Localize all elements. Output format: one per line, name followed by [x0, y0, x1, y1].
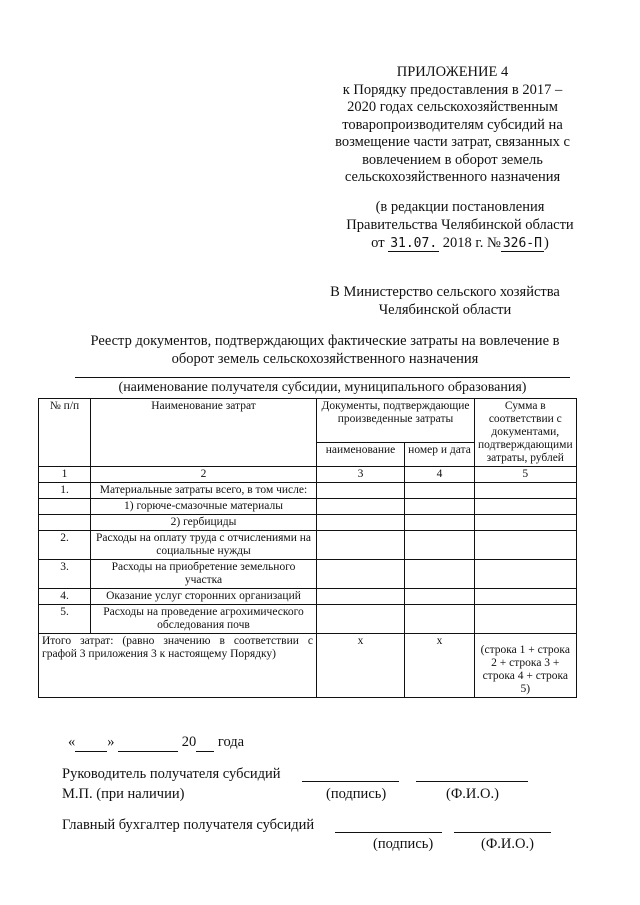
total-x-docname: х	[317, 634, 405, 698]
col-number: 1	[39, 467, 91, 483]
mp-label: М.П. (при наличии)	[62, 786, 185, 802]
ministry-line1: В Министерство сельского хозяйства	[330, 284, 560, 300]
appendix-line: вовлечением в оборот земель	[362, 151, 543, 168]
registry-line2: оборот земель сельскохозяйственного назначения	[171, 351, 479, 367]
year-prefix: 20	[181, 734, 197, 750]
row-num: 4.	[39, 589, 91, 605]
accountant-fio-caption: (Ф.И.О.)	[481, 836, 534, 852]
edition-date: 31.07.	[390, 236, 438, 251]
accountant-fio-line[interactable]	[454, 832, 551, 833]
accountant-signature-line[interactable]	[335, 832, 442, 833]
cell-docnum[interactable]	[405, 531, 475, 560]
table-total-row	[39, 634, 577, 698]
total-sum: (строка 1 + строка 2 + строка 3 + строка 4 + строка 5)	[475, 634, 577, 698]
edition-year: 2018 г. №	[442, 235, 501, 251]
head-label: Руководитель получателя субсидий	[62, 766, 281, 782]
edition-line3	[330, 234, 590, 253]
accountant-label: Главный бухгалтер получателя субсидий	[62, 817, 315, 833]
row-name: Материальные затраты всего, в том числе:	[91, 483, 317, 499]
cell-sum[interactable]	[475, 531, 577, 560]
head-fio-line[interactable]	[416, 781, 528, 782]
head-signature-line[interactable]	[302, 781, 399, 782]
edition-prefix: от	[371, 235, 385, 251]
cell-docnum[interactable]	[405, 560, 475, 589]
month-field[interactable]	[118, 734, 178, 752]
cell-docnum[interactable]	[405, 499, 475, 515]
table-row	[39, 605, 577, 634]
header-name: Наименование затрат	[91, 399, 317, 467]
appendix-line: товаропроизводителям субсидий на	[342, 116, 563, 133]
edition-line1: (в редакции постановления	[375, 199, 545, 215]
row-name: Расходы на оплату труда с отчислениями на социальные нужды	[91, 531, 317, 560]
table-row	[39, 589, 577, 605]
date-line	[68, 734, 244, 752]
cell-sum[interactable]	[475, 499, 577, 515]
row-name: 1) горюче-смазочные материалы	[91, 499, 317, 515]
recipient-caption: (наименование получателя субсидии, муниципального образования)	[118, 380, 527, 395]
cell-sum[interactable]	[475, 589, 577, 605]
row-num: 5.	[39, 605, 91, 634]
header-docname: наименование	[317, 442, 405, 466]
cell-docnum[interactable]	[405, 589, 475, 605]
row-num	[39, 515, 91, 531]
cell-sum[interactable]	[475, 515, 577, 531]
table-row	[39, 499, 577, 515]
row-name: Оказание услуг сторонних организаций	[91, 589, 317, 605]
row-num: 2.	[39, 531, 91, 560]
appendix-line: к Порядку предоставления в 2017 –	[342, 81, 563, 98]
table-row	[39, 531, 577, 560]
cell-docname[interactable]	[317, 515, 405, 531]
cell-sum[interactable]	[475, 605, 577, 634]
cell-docname[interactable]	[317, 483, 405, 499]
cell-docnum[interactable]	[405, 605, 475, 634]
appendix-line: 2020 годах сельскохозяйственным	[347, 99, 558, 115]
edition-line2: Правительства Челябинской области	[346, 217, 574, 233]
head-signature-caption: (подпись)	[326, 786, 387, 802]
header-docnum: номер и дата	[405, 442, 475, 466]
edition-note	[330, 198, 590, 253]
header-docs: Документы, подтверждающие произведенные затраты	[317, 399, 475, 443]
appendix-line: возмещение части затрат, связанных с	[335, 134, 570, 150]
year-field[interactable]	[196, 734, 214, 752]
day-field[interactable]	[75, 734, 107, 752]
edition-suffix: )	[543, 235, 549, 251]
close-quote: »	[107, 734, 115, 750]
registry-line1: Реестр документов, подтверждающих фактические затраты на вовлечение в	[90, 333, 560, 349]
ministry-line2: Челябинской области	[378, 302, 512, 318]
col-number: 5	[475, 467, 577, 483]
appendix-line: сельскохозяйственного назначения	[344, 169, 561, 185]
edition-number: 326-П	[502, 236, 542, 251]
ministry-addressee	[310, 283, 580, 319]
recipient-name-line[interactable]	[75, 377, 570, 378]
cell-docname[interactable]	[317, 499, 405, 515]
table-row	[39, 515, 577, 531]
col-number: 3	[317, 467, 405, 483]
cell-docnum[interactable]	[405, 483, 475, 499]
cell-docname[interactable]	[317, 589, 405, 605]
appendix-title: ПРИЛОЖЕНИЕ 4	[396, 64, 509, 80]
row-num: 3.	[39, 560, 91, 589]
row-name: Расходы на приобретение земельного участка	[91, 560, 317, 589]
total-label: Итого затрат: (равно значению в соответствии с графой 3 приложения 3 к настоящему Порядку)	[39, 634, 317, 698]
total-x-docnum: х	[405, 634, 475, 698]
cell-docnum[interactable]	[405, 515, 475, 531]
year-word: года	[217, 734, 245, 750]
cell-sum[interactable]	[475, 560, 577, 589]
cell-docname[interactable]	[317, 605, 405, 634]
col-number: 2	[91, 467, 317, 483]
header-num: № п/п	[39, 399, 91, 467]
table-row	[39, 560, 577, 589]
header-sum: Сумма в соответствии с документами, подтверждающими затраты, рублей	[475, 399, 577, 467]
row-name: Расходы на проведение агрохимического обследования почв	[91, 605, 317, 634]
accountant-signature-caption: (подпись)	[373, 836, 434, 852]
cell-docname[interactable]	[317, 531, 405, 560]
cell-sum[interactable]	[475, 483, 577, 499]
row-num: 1.	[39, 483, 91, 499]
row-num	[39, 499, 91, 515]
appendix-header	[330, 64, 575, 187]
head-fio-caption: (Ф.И.О.)	[446, 786, 499, 802]
cell-docname[interactable]	[317, 560, 405, 589]
table-row	[39, 483, 577, 499]
open-quote: «	[68, 734, 76, 750]
registry-title	[60, 332, 590, 368]
row-name: 2) гербициды	[91, 515, 317, 531]
col-number: 4	[405, 467, 475, 483]
registry-table	[38, 398, 577, 698]
